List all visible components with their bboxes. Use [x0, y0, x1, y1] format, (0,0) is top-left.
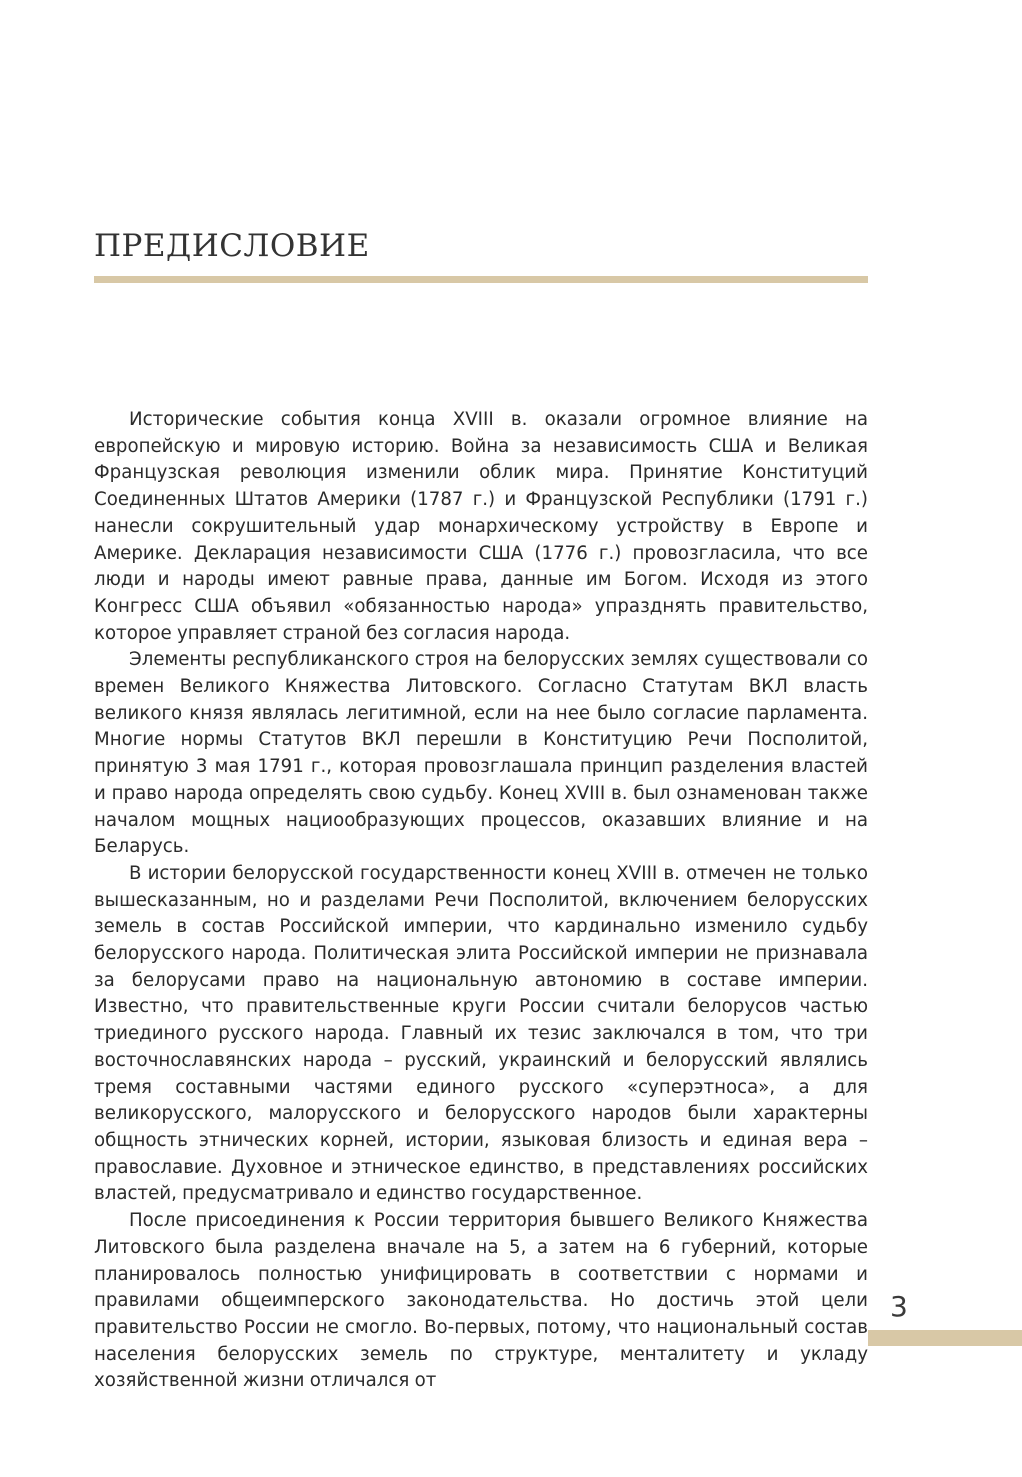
title-underline: [94, 276, 868, 283]
paragraph-3: В истории белорусской государственности конец XVIII в. отмечен не только вышесказанным, но и разделами Речи Посполитой, включением белорусских земель в состав Российской империи, что кардинально изменило судьбу белорусского народа. Политическая элита Российской империи не признавала за белорусами право на национальную автономию в составе империи. Известно, что правительственные круги России считали белорусов частью триединого русского народа. Главный их тезис заключался в том, что три восточнославянских народа – русский, украинский и белорусский являлись тремя составными частями единого русского «суперэтноса», а для великорусского, малорусского и белорусского народов были характерны общность этнических корней, истории, языковая близость и единая вера – православие. Духовное и этническое единство, в представлениях российских властей, предусматривало и единство государственное.: [94, 862, 868, 1205]
page-title: ПРЕДИСЛОВИЕ: [94, 228, 370, 264]
paragraph-1: Исторические события конца XVIII в. оказали огромное влияние на европейскую и мировую историю. Война за независимость США и Великая Французская революция изменили облик мира. Принятие Конституций Соединенных Штатов Америки (1787 г.) и Французской Республики (1791 г.) нанесли сокрушительный удар монархическому устройству в Европе и Америке. Декларация независимости США (1776 г.) провозгласила, что все люди и народы имеют равные права, данные им Богом. Исходя из этого Конгресс США объявил «обязанностью народа» упразднять правительство, которое управляет страной без согласия народа.: [94, 409, 868, 644]
page-number: 3: [890, 1290, 908, 1323]
page-number-bar: [868, 1330, 1022, 1346]
paragraph-2: Элементы республиканского строя на белорусских землях существовали со времен Великого Княжества Литовского. Согласно Статутам ВКЛ власть великого князя являлась легитимной, если на нее было согласие парламента. Многие нормы Статутов ВКЛ перешли в Конституцию Речи Посполитой, принятую 3 мая 1791 г., которая провозглашала принцип разделения властей и право народа определять свою судьбу. Конец XVIII в. был ознаменован также началом мощных нациообразующих процессов, оказавших влияние и на Беларусь.: [94, 649, 868, 858]
body-text: [94, 407, 868, 1392]
paragraph-4: После присоединения к России территория бывшего Великого Княжества Литовского была разделена вначале на 5, а затем на 6 губерний, которые планировалось полностью унифицировать в соответствии с нормами и правилами общеимперского законодательства. Но достичь этой цели правительство России не смогло. Во-первых, потому, что национальный состав населения белорусских земель по структуре, менталитету и укладу хозяйственной жизни отличался от: [94, 1210, 868, 1392]
